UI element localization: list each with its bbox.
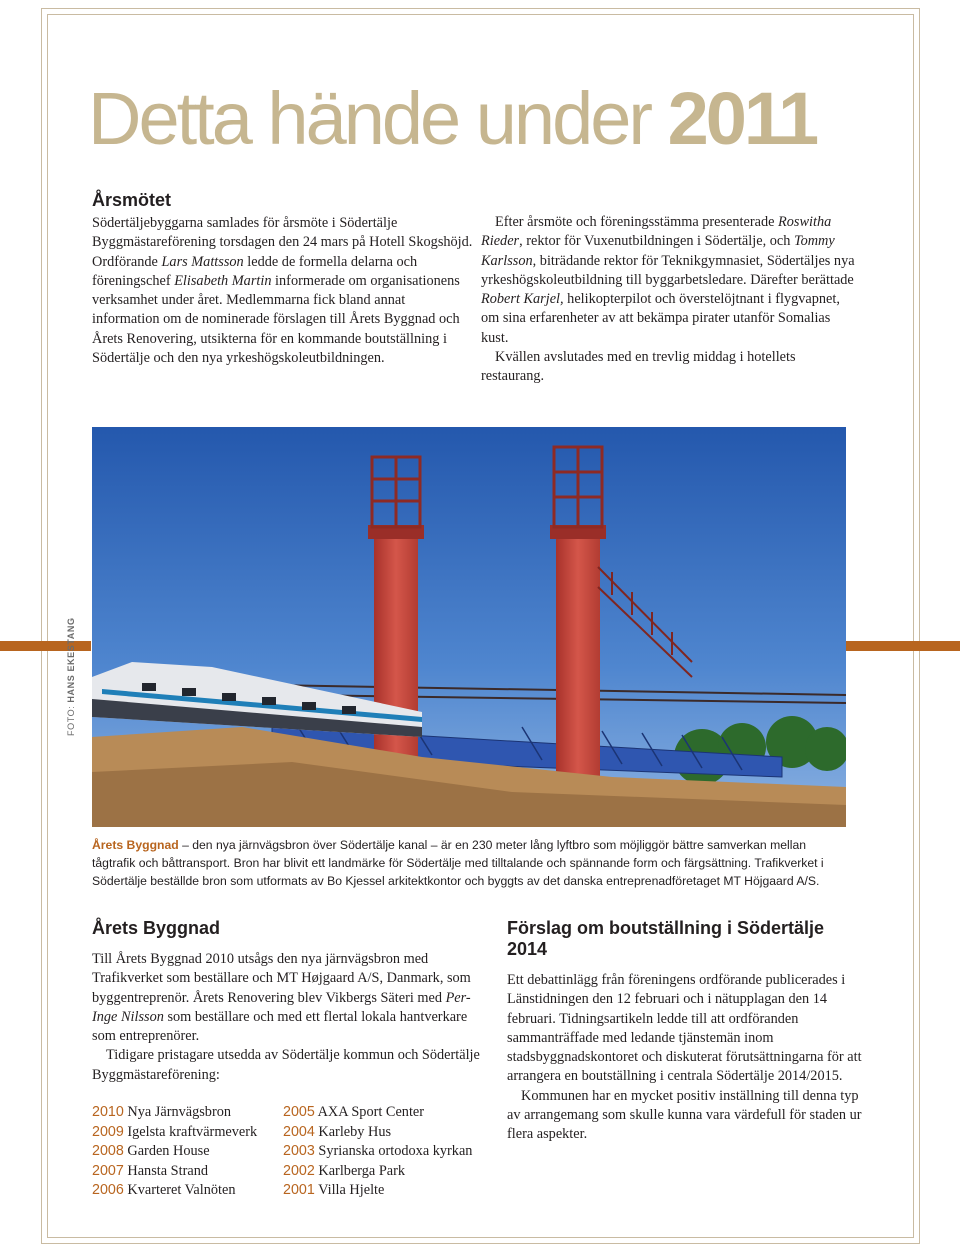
- winner-year: 2006: [92, 1182, 124, 1198]
- person-name: Per-Inge Nilsson: [92, 989, 471, 1025]
- text-run: Till Årets Byggnad 2010 utsågs den nya järnvägsbron med Trafikverket som beställare och MT Højgaard A/S, Danmark, som byggentreprenör. Årets Renovering blev Vikbergs Säteri med: [92, 951, 471, 1006]
- text-run: , rektor för Vuxenutbildningen i Södertälje, och: [519, 233, 794, 250]
- arsmotet-paragraph-2: [481, 213, 861, 348]
- section-arsmotet-continued: [481, 213, 861, 387]
- section-arets-byggnad: [92, 918, 482, 1085]
- person-name: Tommy Karlsson: [481, 233, 835, 269]
- winner-name: Kvarteret Valnöten: [123, 1182, 236, 1198]
- bridge-photo: [92, 427, 846, 827]
- list-item: [283, 1162, 472, 1182]
- caption-lead: Årets Byggnad: [92, 838, 179, 852]
- section-forslag-boutstallning: [507, 918, 867, 1145]
- person-name: Elisabeth Martin: [174, 272, 272, 289]
- arets-byggnad-heading: Årets Byggnad: [92, 918, 221, 938]
- arets-byggnad-paragraph-1: [92, 950, 482, 1046]
- arsmotet-heading: Årsmötet: [92, 190, 172, 210]
- list-item: [92, 1123, 257, 1143]
- winner-name: Syrianska ortodoxa kyrkan: [314, 1143, 473, 1159]
- winners-list-right: [283, 1103, 472, 1201]
- photo-caption: [92, 836, 852, 890]
- bridge-illustration: [92, 427, 846, 827]
- text-run: som beställare och med ett flertal lokala hantverkare som entreprenörer.: [92, 1008, 468, 1045]
- winner-year: 2010: [92, 1104, 124, 1120]
- forslag-paragraph-1: Ett debattinlägg från föreningens ordförande publicerades i Länstidningen den 12 februari och i nätupplagan den 14 februari. Tidningsartikeln ledde till att ordföranden sammanträffade med ledande tjänstemän inom stadsbyggnadskontoret och diskuterat förutsättningarna för att arrangera en boutställning i centrala Södertälje 2014/2015.: [507, 972, 862, 1085]
- section-arsmotet: [92, 190, 474, 368]
- winner-name: Hansta Strand: [123, 1162, 208, 1179]
- list-item: [92, 1181, 257, 1201]
- winner-name: Nya Järnvägsbron: [123, 1104, 232, 1120]
- person-name: Robert Karjel,: [481, 291, 564, 308]
- winner-year: 2003: [283, 1143, 315, 1159]
- text-run: Södertäljebyggarna samlades för årsmöte i Södertälje Byggmästareförening torsdagen den 24 mars på Hotell Skogshöjd. Ordförande: [92, 215, 473, 270]
- forslag-heading: Förslag om boutställning i Södertälje 2014: [507, 918, 825, 959]
- winner-year: 2002: [283, 1162, 315, 1179]
- winners-list-left: [92, 1103, 257, 1201]
- arsmotet-paragraph-1: [92, 214, 474, 368]
- list-item: [283, 1103, 472, 1123]
- person-name: Lars Mattsson: [161, 253, 244, 270]
- text-run: helikopterpilot och överstelöjtnant i flygvapnet, om sina erfarenheter av att bekämpa pirater utanför Somalias kust.: [481, 291, 840, 346]
- text-run: , biträdande rektor för Teknikgymnasiet, Södertäljes nya yrkeshögskoleutbildning till byggarbetsledare. Därefter berättade: [481, 252, 855, 288]
- list-item: [283, 1123, 472, 1143]
- winner-year: 2007: [92, 1162, 124, 1179]
- list-item: [92, 1162, 257, 1182]
- list-item: [92, 1103, 257, 1123]
- list-item: [283, 1181, 472, 1201]
- winner-year: 2004: [283, 1123, 315, 1140]
- arets-byggnad-paragraph-2: Tidigare pristagare utsedda av Södertälje kommun och Södertälje Byggmästareförening:: [92, 1047, 480, 1083]
- page-headline: [88, 77, 817, 160]
- winner-name: AXA Sport Center: [314, 1104, 425, 1120]
- text-run: Efter årsmöte och föreningsstämma presenterade: [495, 214, 779, 230]
- winner-name: Villa Hjelte: [314, 1182, 385, 1198]
- arsmotet-paragraph-3: Kvällen avslutades med en trevlig middag i hotellets restaurang.: [481, 349, 796, 385]
- list-item: [283, 1142, 472, 1162]
- photo-credit: [66, 617, 78, 736]
- text-run: ledde de formella delarna och föreningschef: [92, 253, 418, 289]
- winner-name: Igelsta kraftvärmeverk: [123, 1123, 258, 1140]
- caption-text: – den nya järnvägsbron över Södertälje kanal – är en 230 meter lång lyftbro som möjliggör bättre samverkan mellan tågtrafik och båttransport. Bron har blivit ett landmärke för Södertälje med tilltalande och spännande form och färgsättning. Trafikverket i Södertälje beställde bron som utformats av Bo Kjessel arkitektkontor och byggts av det danska entreprenadföretaget MT Höjgaard A/S.: [92, 838, 824, 888]
- winner-name: Karlberga Park: [314, 1162, 406, 1179]
- winner-year: 2005: [283, 1104, 315, 1120]
- forslag-paragraph-2: Kommunen har en mycket positiv inställning till denna typ av arrangemang som skulle kunna vara värdefull för staden ur flera aspekter.: [507, 1087, 862, 1143]
- winner-year: 2009: [92, 1123, 124, 1140]
- accent-tab-right: [846, 641, 960, 651]
- headline-year: 2011: [667, 77, 817, 160]
- winner-year: 2008: [92, 1143, 124, 1159]
- credit-prefix: FOTO:: [66, 702, 76, 736]
- headline-text: Detta hände under: [88, 77, 668, 160]
- text-run: informerade om organisationens verksamhet under året. Medlemmarna fick bland annat information om de nominerade förslagen till Årets Byggnad och Årets Renovering, utsikterna för en kommande boutställning i Södertälje och den nya yrkeshögskoleutbildningen.: [92, 272, 460, 367]
- credit-name: HANS EKESTANG: [66, 617, 76, 703]
- list-item: [92, 1142, 257, 1162]
- person-name: Roswitha Rieder: [481, 214, 832, 250]
- winner-name: Karleby Hus: [314, 1123, 392, 1140]
- winner-name: Garden House: [123, 1143, 210, 1159]
- winner-year: 2001: [283, 1182, 315, 1198]
